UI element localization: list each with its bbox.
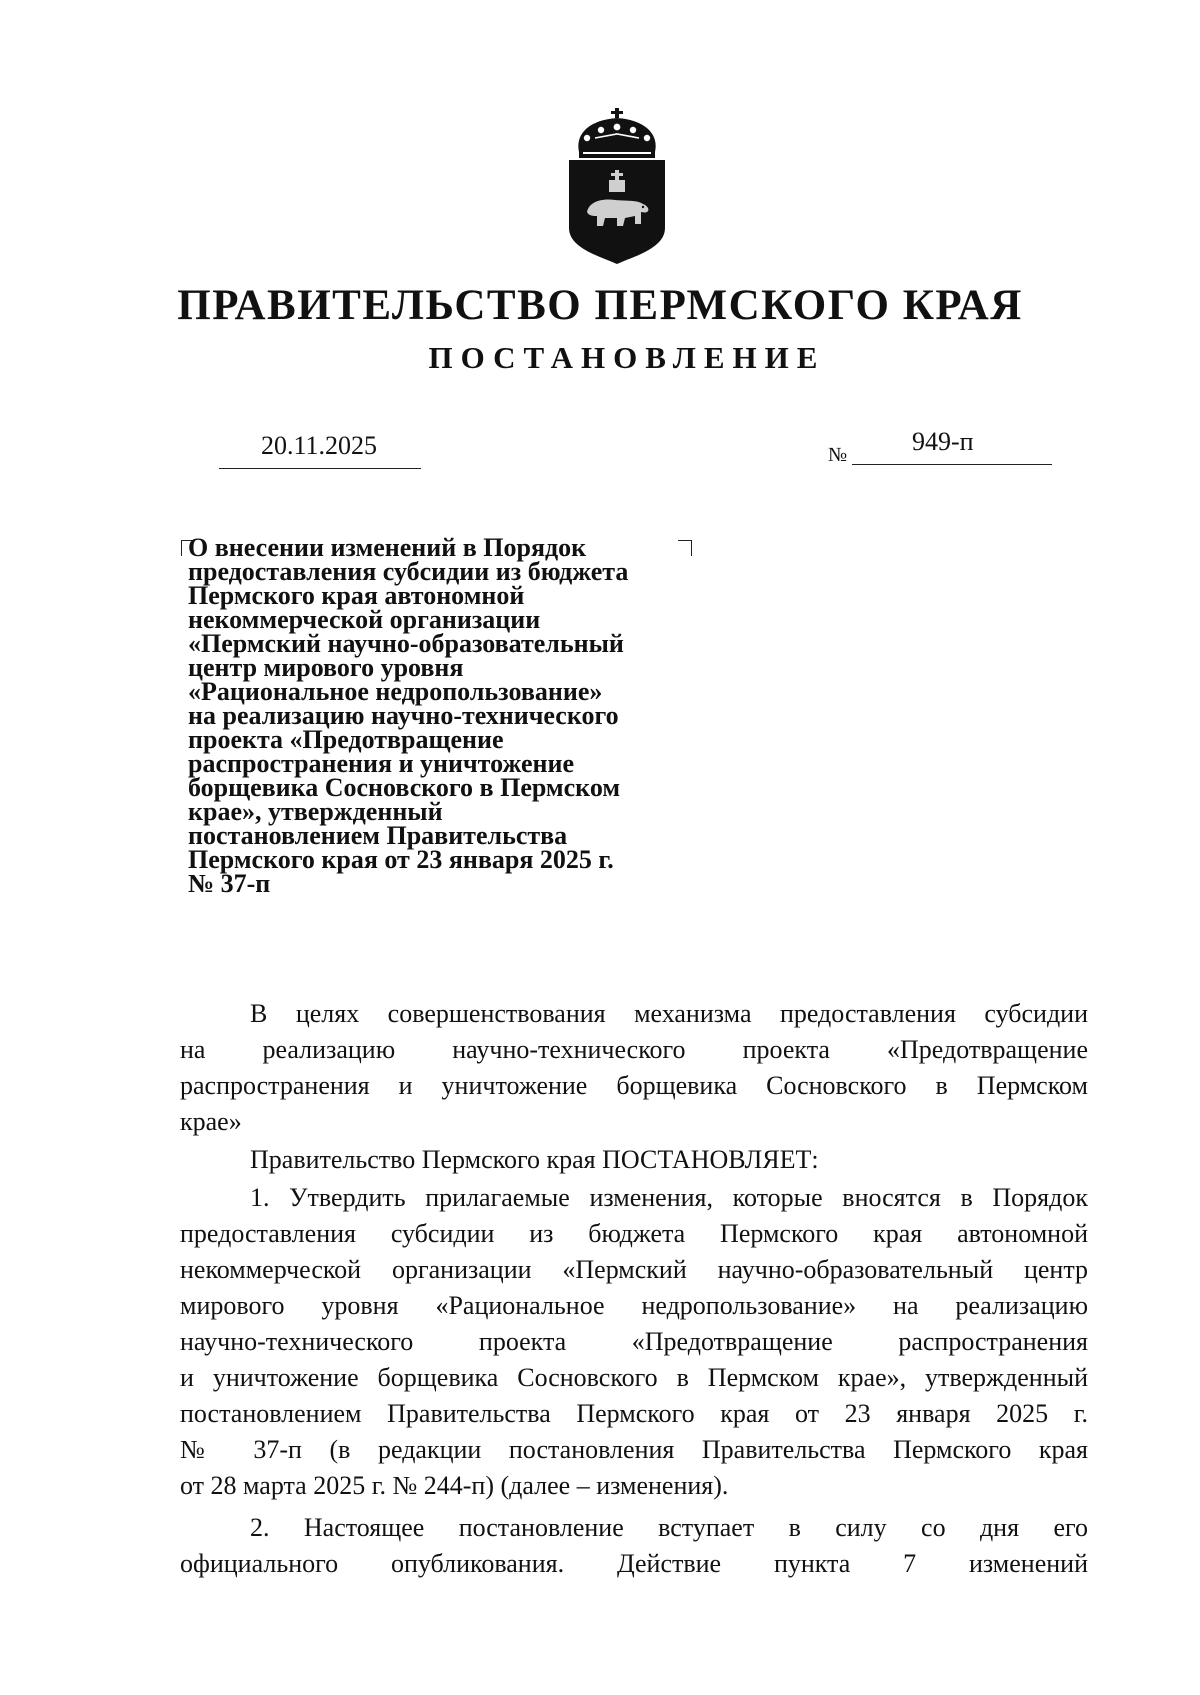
subject-line: «Пермский научно-образовательный: [188, 629, 624, 658]
item2-line: официального опубликования. Действие пункта 7 изменений: [180, 1549, 1088, 1578]
document-date: 20.11.2025: [261, 431, 378, 460]
subject-line: проекта «Предотвращение: [188, 725, 504, 754]
subject-line: О внесении изменений в Порядок: [188, 533, 587, 562]
item1-line: постановлением Правительства Пермского края от 23 января 2025 г.: [180, 1399, 1088, 1428]
government-title: ПРАВИТЕЛЬСТВО ПЕРМСКОГО КРАЯ: [177, 282, 1023, 329]
subject-line: центр мирового уровня: [188, 653, 464, 682]
item1-line: предоставления субсидии из бюджета Пермского края автономной: [180, 1219, 1088, 1248]
subject-line: Пермского края автономной: [188, 581, 525, 610]
document-body: [180, 996, 1088, 1582]
item1-line: мирового уровня «Рациональное недропользование» на реализацию: [180, 1291, 1088, 1320]
item1-line: некоммерческой организации «Пермский научно-образовательный центр: [180, 1255, 1088, 1284]
subject-line: на реализацию научно-технического: [188, 701, 619, 730]
subject-line: некоммерческой организации: [188, 605, 541, 634]
item1-line: от 28 марта 2025 г. № 244-п) (далее – изменения).: [180, 1471, 729, 1500]
number-sign: №: [828, 444, 848, 466]
subject-line: распространения и уничтожение: [188, 749, 575, 778]
item1-line: научно-технического проекта «Предотвращение распространения: [180, 1327, 1088, 1356]
document-number-field: [852, 420, 1052, 465]
subject-line: предоставления субсидии из бюджета: [188, 557, 629, 586]
subject-line: крае», утвержденный: [188, 797, 443, 826]
resolves-line: Правительство Пермского края ПОСТАНОВЛЯЕТ:: [250, 1145, 819, 1174]
preamble-line: крае»: [180, 1107, 242, 1136]
item1-line: № 37-п (в редакции постановления Правительства Пермского края: [180, 1435, 1088, 1464]
preamble-line: распространения и уничтожение борщевика Сосновского в Пермском: [180, 1071, 1088, 1100]
item2-line: 2. Настоящее постановление вступает в силу со дня его: [250, 1513, 1088, 1542]
item1-line: и уничтожение борщевика Сосновского в Пермском крае», утвержденный: [180, 1363, 1088, 1392]
coat-of-arms-emblem: [565, 108, 669, 264]
document-type-title: ПОСТАНОВЛЕНИЕ: [428, 340, 826, 375]
preamble-line: В целях совершенствования механизма предоставления субсидии: [250, 999, 1088, 1028]
subject-line: борщевика Сосновского в Пермском: [188, 773, 621, 802]
subject-line: № 37-п: [188, 869, 271, 898]
document-date-field: [219, 424, 421, 469]
subject-line: постановлением Правительства: [188, 821, 568, 850]
subject-line: Пермского края от 23 января 2025 г.: [188, 845, 614, 874]
document-number: 949-п: [912, 427, 974, 456]
preamble-line: на реализацию научно-технического проекта «Предотвращение: [180, 1035, 1088, 1064]
item1-line: 1. Утвердить прилагаемые изменения, которые вносятся в Порядок: [250, 1183, 1088, 1212]
document-subject: [188, 533, 708, 898]
subject-line: «Рациональное недропользование»: [188, 677, 603, 706]
